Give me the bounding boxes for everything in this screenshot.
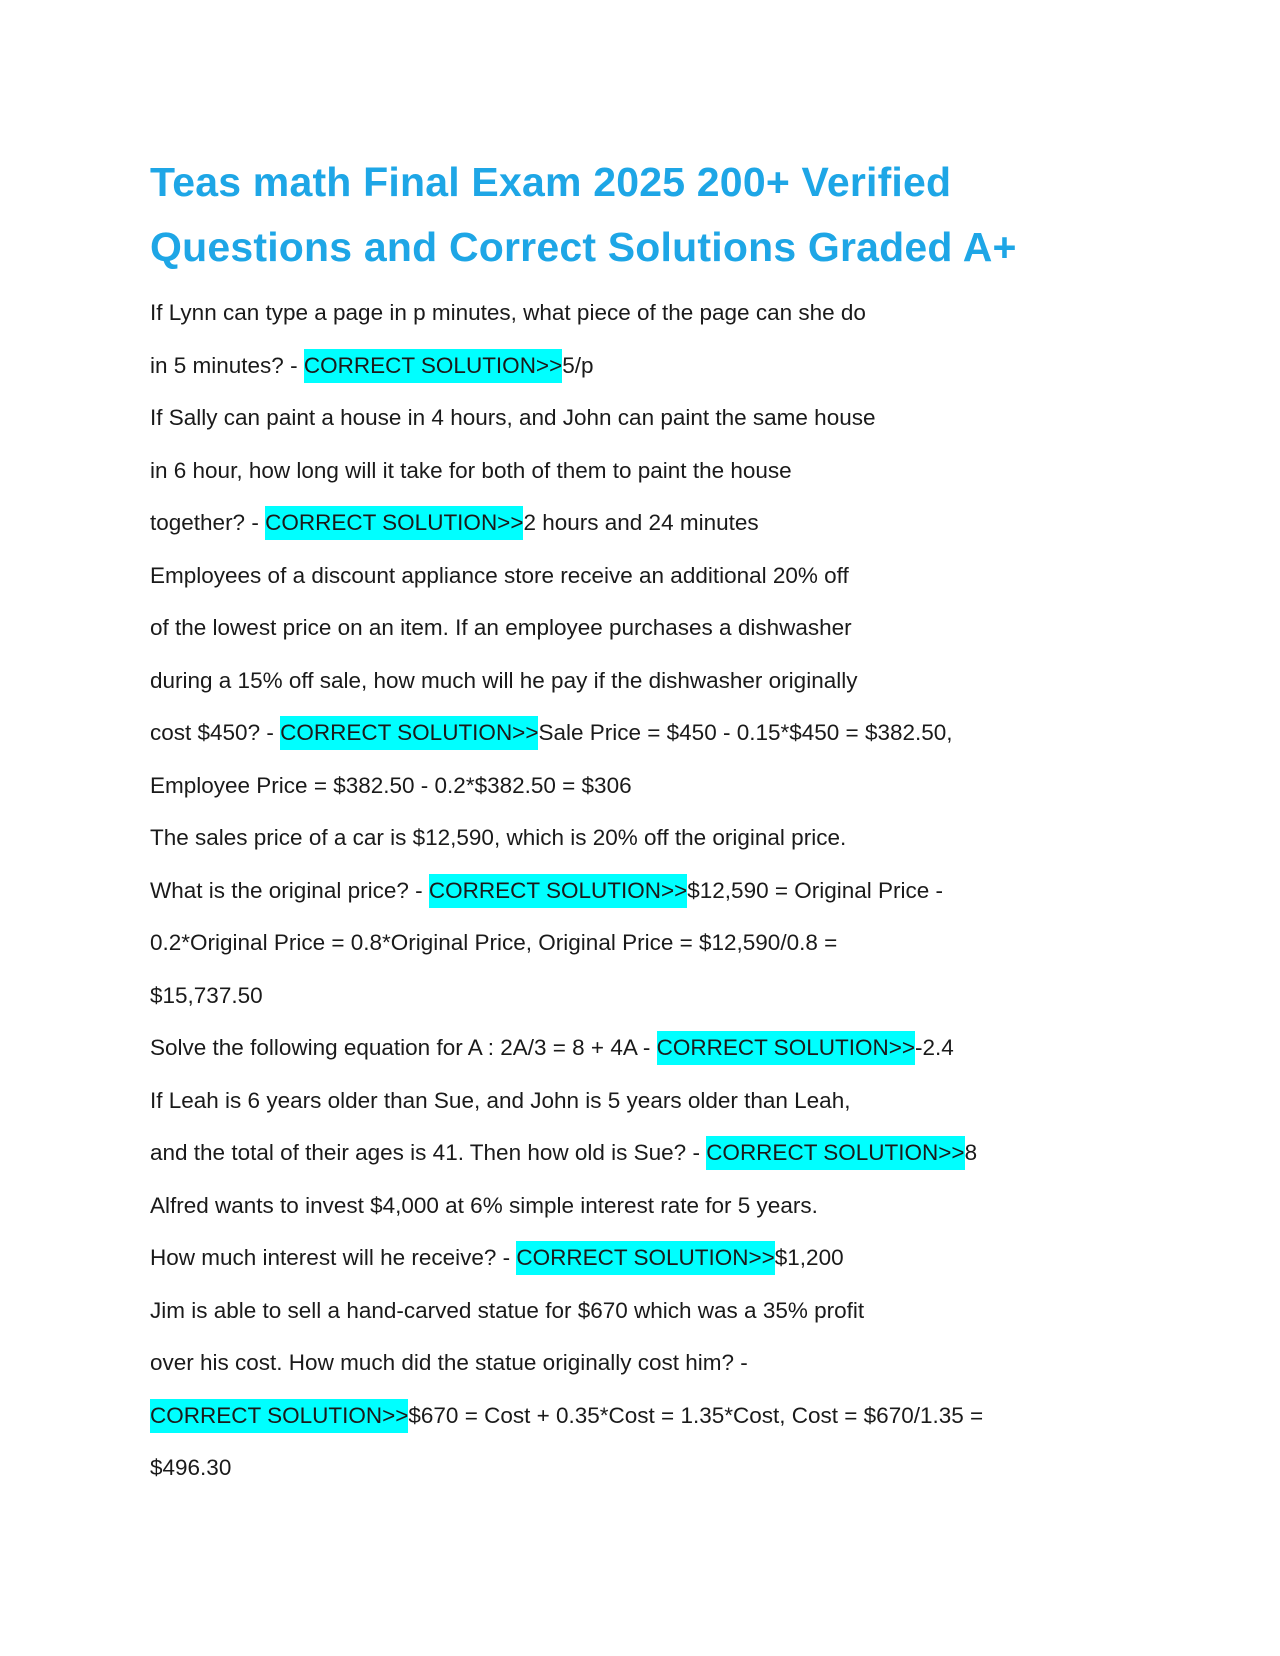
text-line: $496.30	[150, 1455, 232, 1480]
answer-text: Sale Price = $450 - 0.15*$450 = $382.50,	[538, 720, 953, 745]
document-title	[150, 150, 1150, 280]
text-line: over his cost. How much did the statue originally cost him? -	[150, 1350, 748, 1375]
text-line: What is the original price? - CORRECT SOLUTION>>$12,590 = Original Price -	[150, 865, 1150, 918]
answer-text: 2 hours and 24 minutes	[523, 510, 759, 535]
title-line-1: Teas math Final Exam 2025 200+ Verified	[150, 159, 952, 205]
text-line: Alfred wants to invest $4,000 at 6% simple interest rate for 5 years.	[150, 1192, 818, 1218]
correct-solution-marker: CORRECT SOLUTION>>	[280, 716, 538, 750]
text-line: in 6 hour, how long will it take for both of them to paint the house	[150, 457, 792, 483]
correct-solution-marker: CORRECT SOLUTION>>	[706, 1136, 964, 1170]
answer-text: 5/p	[562, 352, 594, 378]
correct-solution-marker: CORRECT SOLUTION>>	[429, 874, 687, 908]
text-line: of the lowest price on an item. If an employee purchases a dishwasher	[150, 615, 852, 640]
text-line: during a 15% off sale, how much will he pay if the dishwasher originally	[150, 667, 858, 693]
text-line: together? - CORRECT SOLUTION>>2 hours and 24 minutes	[150, 497, 1150, 550]
text-line: in 5 minutes? - CORRECT SOLUTION>>5/p	[150, 340, 1150, 393]
text-line: How much interest will he receive? - CORRECT SOLUTION>>$1,200	[150, 1232, 1150, 1285]
text-line: cost $450? - CORRECT SOLUTION>>Sale Price = $450 - 0.15*$450 = $382.50,	[150, 707, 1150, 760]
text-line: Employees of a discount appliance store receive an additional 20% off	[150, 562, 849, 588]
text-line: $15,737.50	[150, 982, 263, 1008]
answer-text: 8	[964, 1140, 978, 1165]
answer-text: $670 = Cost + 0.35*Cost = 1.35*Cost, Cost = $670/1.35 =	[408, 1402, 984, 1428]
text-line: If Sally can paint a house in 4 hours, and John can paint the same house	[150, 405, 876, 430]
correct-solution-marker: CORRECT SOLUTION>>	[265, 506, 523, 540]
correct-solution-marker: CORRECT SOLUTION>>	[516, 1241, 774, 1275]
text-line: 0.2*Original Price = 0.8*Original Price, Original Price = $12,590/0.8 =	[150, 930, 838, 955]
correct-solution-marker: CORRECT SOLUTION>>	[150, 1399, 408, 1433]
text-line: Solve the following equation for A : 2A/3 = 8 + 4A - CORRECT SOLUTION>>-2.4	[150, 1022, 1150, 1075]
answer-text: $12,590 = Original Price -	[687, 877, 944, 903]
correct-solution-marker: CORRECT SOLUTION>>	[657, 1031, 915, 1065]
answer-text: -2.4	[914, 1035, 954, 1060]
document-body	[150, 287, 1150, 1495]
answer-text: $1,200	[774, 1245, 844, 1270]
text-line: If Lynn can type a page in p minutes, what piece of the page can she do	[150, 300, 866, 325]
text-line: The sales price of a car is $12,590, which is 20% off the original price.	[150, 825, 847, 850]
text-line: If Leah is 6 years older than Sue, and John is 5 years older than Leah,	[150, 1087, 851, 1113]
text-line: and the total of their ages is 41. Then how old is Sue? - CORRECT SOLUTION>>8	[150, 1127, 1150, 1180]
correct-solution-marker: CORRECT SOLUTION>>	[304, 349, 562, 383]
text-line: Employee Price = $382.50 - 0.2*$382.50 = $306	[150, 772, 632, 798]
text-line	[150, 1390, 1150, 1443]
title-line-2: Questions and Correct Solutions Graded A+	[150, 224, 1017, 270]
text-line: Jim is able to sell a hand-carved statue for $670 which was a 35% profit	[150, 1297, 865, 1323]
